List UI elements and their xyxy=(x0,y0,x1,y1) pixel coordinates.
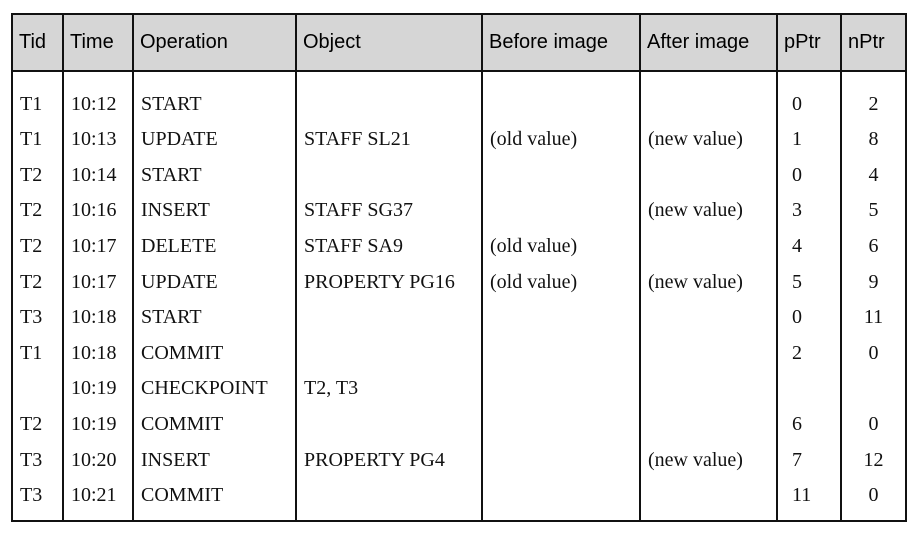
cell-pptr: 0 xyxy=(777,300,841,336)
cell-operation: INSERT xyxy=(133,193,296,229)
cell-object: PROPERTY PG16 xyxy=(296,264,482,300)
cell-time: 10:17 xyxy=(63,264,133,300)
cell-before-image xyxy=(482,300,640,336)
cell-after-image: (new value) xyxy=(640,193,777,229)
header-object: Object xyxy=(296,14,482,71)
cell-operation: UPDATE xyxy=(133,122,296,158)
cell-time: 10:12 xyxy=(63,71,133,122)
cell-nptr xyxy=(841,371,906,407)
cell-pptr: 0 xyxy=(777,71,841,122)
cell-object xyxy=(296,407,482,443)
cell-nptr: 5 xyxy=(841,193,906,229)
cell-object: PROPERTY PG4 xyxy=(296,442,482,478)
header-row xyxy=(12,14,906,71)
cell-before-image: (old value) xyxy=(482,122,640,158)
table-row xyxy=(12,229,906,265)
cell-after-image: (new value) xyxy=(640,264,777,300)
cell-before-image xyxy=(482,71,640,122)
table-row xyxy=(12,300,906,336)
cell-after-image: (new value) xyxy=(640,442,777,478)
table-row xyxy=(12,193,906,229)
cell-before-image xyxy=(482,193,640,229)
cell-object xyxy=(296,71,482,122)
cell-time: 10:13 xyxy=(63,122,133,158)
cell-pptr: 1 xyxy=(777,122,841,158)
cell-tid: T3 xyxy=(20,306,43,329)
table-row xyxy=(12,71,906,122)
cell-time: 10:20 xyxy=(63,442,133,478)
cell-tid: T2 xyxy=(20,235,43,258)
cell-time: 10:14 xyxy=(63,158,133,194)
cell-tid: T1 xyxy=(20,128,43,151)
cell-tid: T2 xyxy=(20,413,43,436)
cell-nptr: 4 xyxy=(841,158,906,194)
cell-time: 10:18 xyxy=(63,300,133,336)
cell-before-image xyxy=(482,478,640,521)
table-row xyxy=(12,478,906,521)
header-tid: Tid xyxy=(12,14,63,71)
table-row xyxy=(12,336,906,372)
cell-time: 10:16 xyxy=(63,193,133,229)
cell-tid: T3 xyxy=(20,448,43,471)
cell-time: 10:18 xyxy=(63,336,133,372)
cell-pptr: 7 xyxy=(777,442,841,478)
cell-nptr: 2 xyxy=(841,71,906,122)
table-row xyxy=(12,264,906,300)
header-after-image: After image xyxy=(640,14,777,71)
cell-nptr: 0 xyxy=(841,478,906,521)
cell-operation: INSERT xyxy=(133,442,296,478)
header-pptr: pPtr xyxy=(777,14,841,71)
cell-pptr: 5 xyxy=(777,264,841,300)
cell-tid: T1 xyxy=(20,341,43,364)
cell-before-image: (old value) xyxy=(482,229,640,265)
cell-before-image xyxy=(482,407,640,443)
cell-nptr: 12 xyxy=(841,442,906,478)
cell-operation: START xyxy=(133,71,296,122)
cell-nptr: 6 xyxy=(841,229,906,265)
cell-tid: T2 xyxy=(20,270,43,293)
cell-pptr: 0 xyxy=(777,158,841,194)
cell-before-image xyxy=(482,336,640,372)
cell-time: 10:21 xyxy=(63,478,133,521)
cell-after-image xyxy=(640,229,777,265)
cell-nptr: 0 xyxy=(841,336,906,372)
cell-operation: DELETE xyxy=(133,229,296,265)
cell-operation: COMMIT xyxy=(133,407,296,443)
cell-operation: CHECKPOINT xyxy=(133,371,296,407)
cell-pptr: 6 xyxy=(777,407,841,443)
header-time: Time xyxy=(63,14,133,71)
cell-before-image xyxy=(482,158,640,194)
cell-object xyxy=(296,478,482,521)
cell-before-image: (old value) xyxy=(482,264,640,300)
header-operation: Operation xyxy=(133,14,296,71)
cell-after-image: (new value) xyxy=(640,122,777,158)
table-row xyxy=(12,442,906,478)
cell-object: STAFF SG37 xyxy=(296,193,482,229)
cell-operation: COMMIT xyxy=(133,478,296,521)
table-row xyxy=(12,122,906,158)
cell-after-image xyxy=(640,158,777,194)
cell-object: T2, T3 xyxy=(296,371,482,407)
header-before-image: Before image xyxy=(482,14,640,71)
cell-before-image xyxy=(482,442,640,478)
cell-pptr xyxy=(777,371,841,407)
cell-after-image xyxy=(640,371,777,407)
cell-tid: T2 xyxy=(20,163,43,186)
transaction-log-table xyxy=(11,13,907,522)
header-nptr: nPtr xyxy=(841,14,906,71)
cell-after-image xyxy=(640,478,777,521)
cell-object: STAFF SL21 xyxy=(296,122,482,158)
cell-pptr: 3 xyxy=(777,193,841,229)
cell-operation: UPDATE xyxy=(133,264,296,300)
cell-after-image xyxy=(640,407,777,443)
table-body xyxy=(12,71,906,521)
cell-nptr: 11 xyxy=(841,300,906,336)
cell-pptr: 11 xyxy=(777,478,841,521)
cell-operation: START xyxy=(133,158,296,194)
cell-pptr: 4 xyxy=(777,229,841,265)
cell-nptr: 0 xyxy=(841,407,906,443)
table-row xyxy=(12,407,906,443)
cell-time: 10:19 xyxy=(63,371,133,407)
cell-before-image xyxy=(482,371,640,407)
cell-object: STAFF SA9 xyxy=(296,229,482,265)
cell-tid: T2 xyxy=(20,199,43,222)
cell-tid: T1 xyxy=(20,92,43,115)
cell-object xyxy=(296,158,482,194)
table-row xyxy=(12,158,906,194)
cell-operation: START xyxy=(133,300,296,336)
cell-after-image xyxy=(640,336,777,372)
cell-time: 10:17 xyxy=(63,229,133,265)
cell-object xyxy=(296,336,482,372)
cell-nptr: 8 xyxy=(841,122,906,158)
cell-tid: T3 xyxy=(20,484,43,507)
cell-time: 10:19 xyxy=(63,407,133,443)
cell-object xyxy=(296,300,482,336)
cell-operation: COMMIT xyxy=(133,336,296,372)
table-row xyxy=(12,371,906,407)
cell-pptr: 2 xyxy=(777,336,841,372)
cell-tid xyxy=(12,371,63,407)
cell-nptr: 9 xyxy=(841,264,906,300)
cell-after-image xyxy=(640,71,777,122)
cell-after-image xyxy=(640,300,777,336)
